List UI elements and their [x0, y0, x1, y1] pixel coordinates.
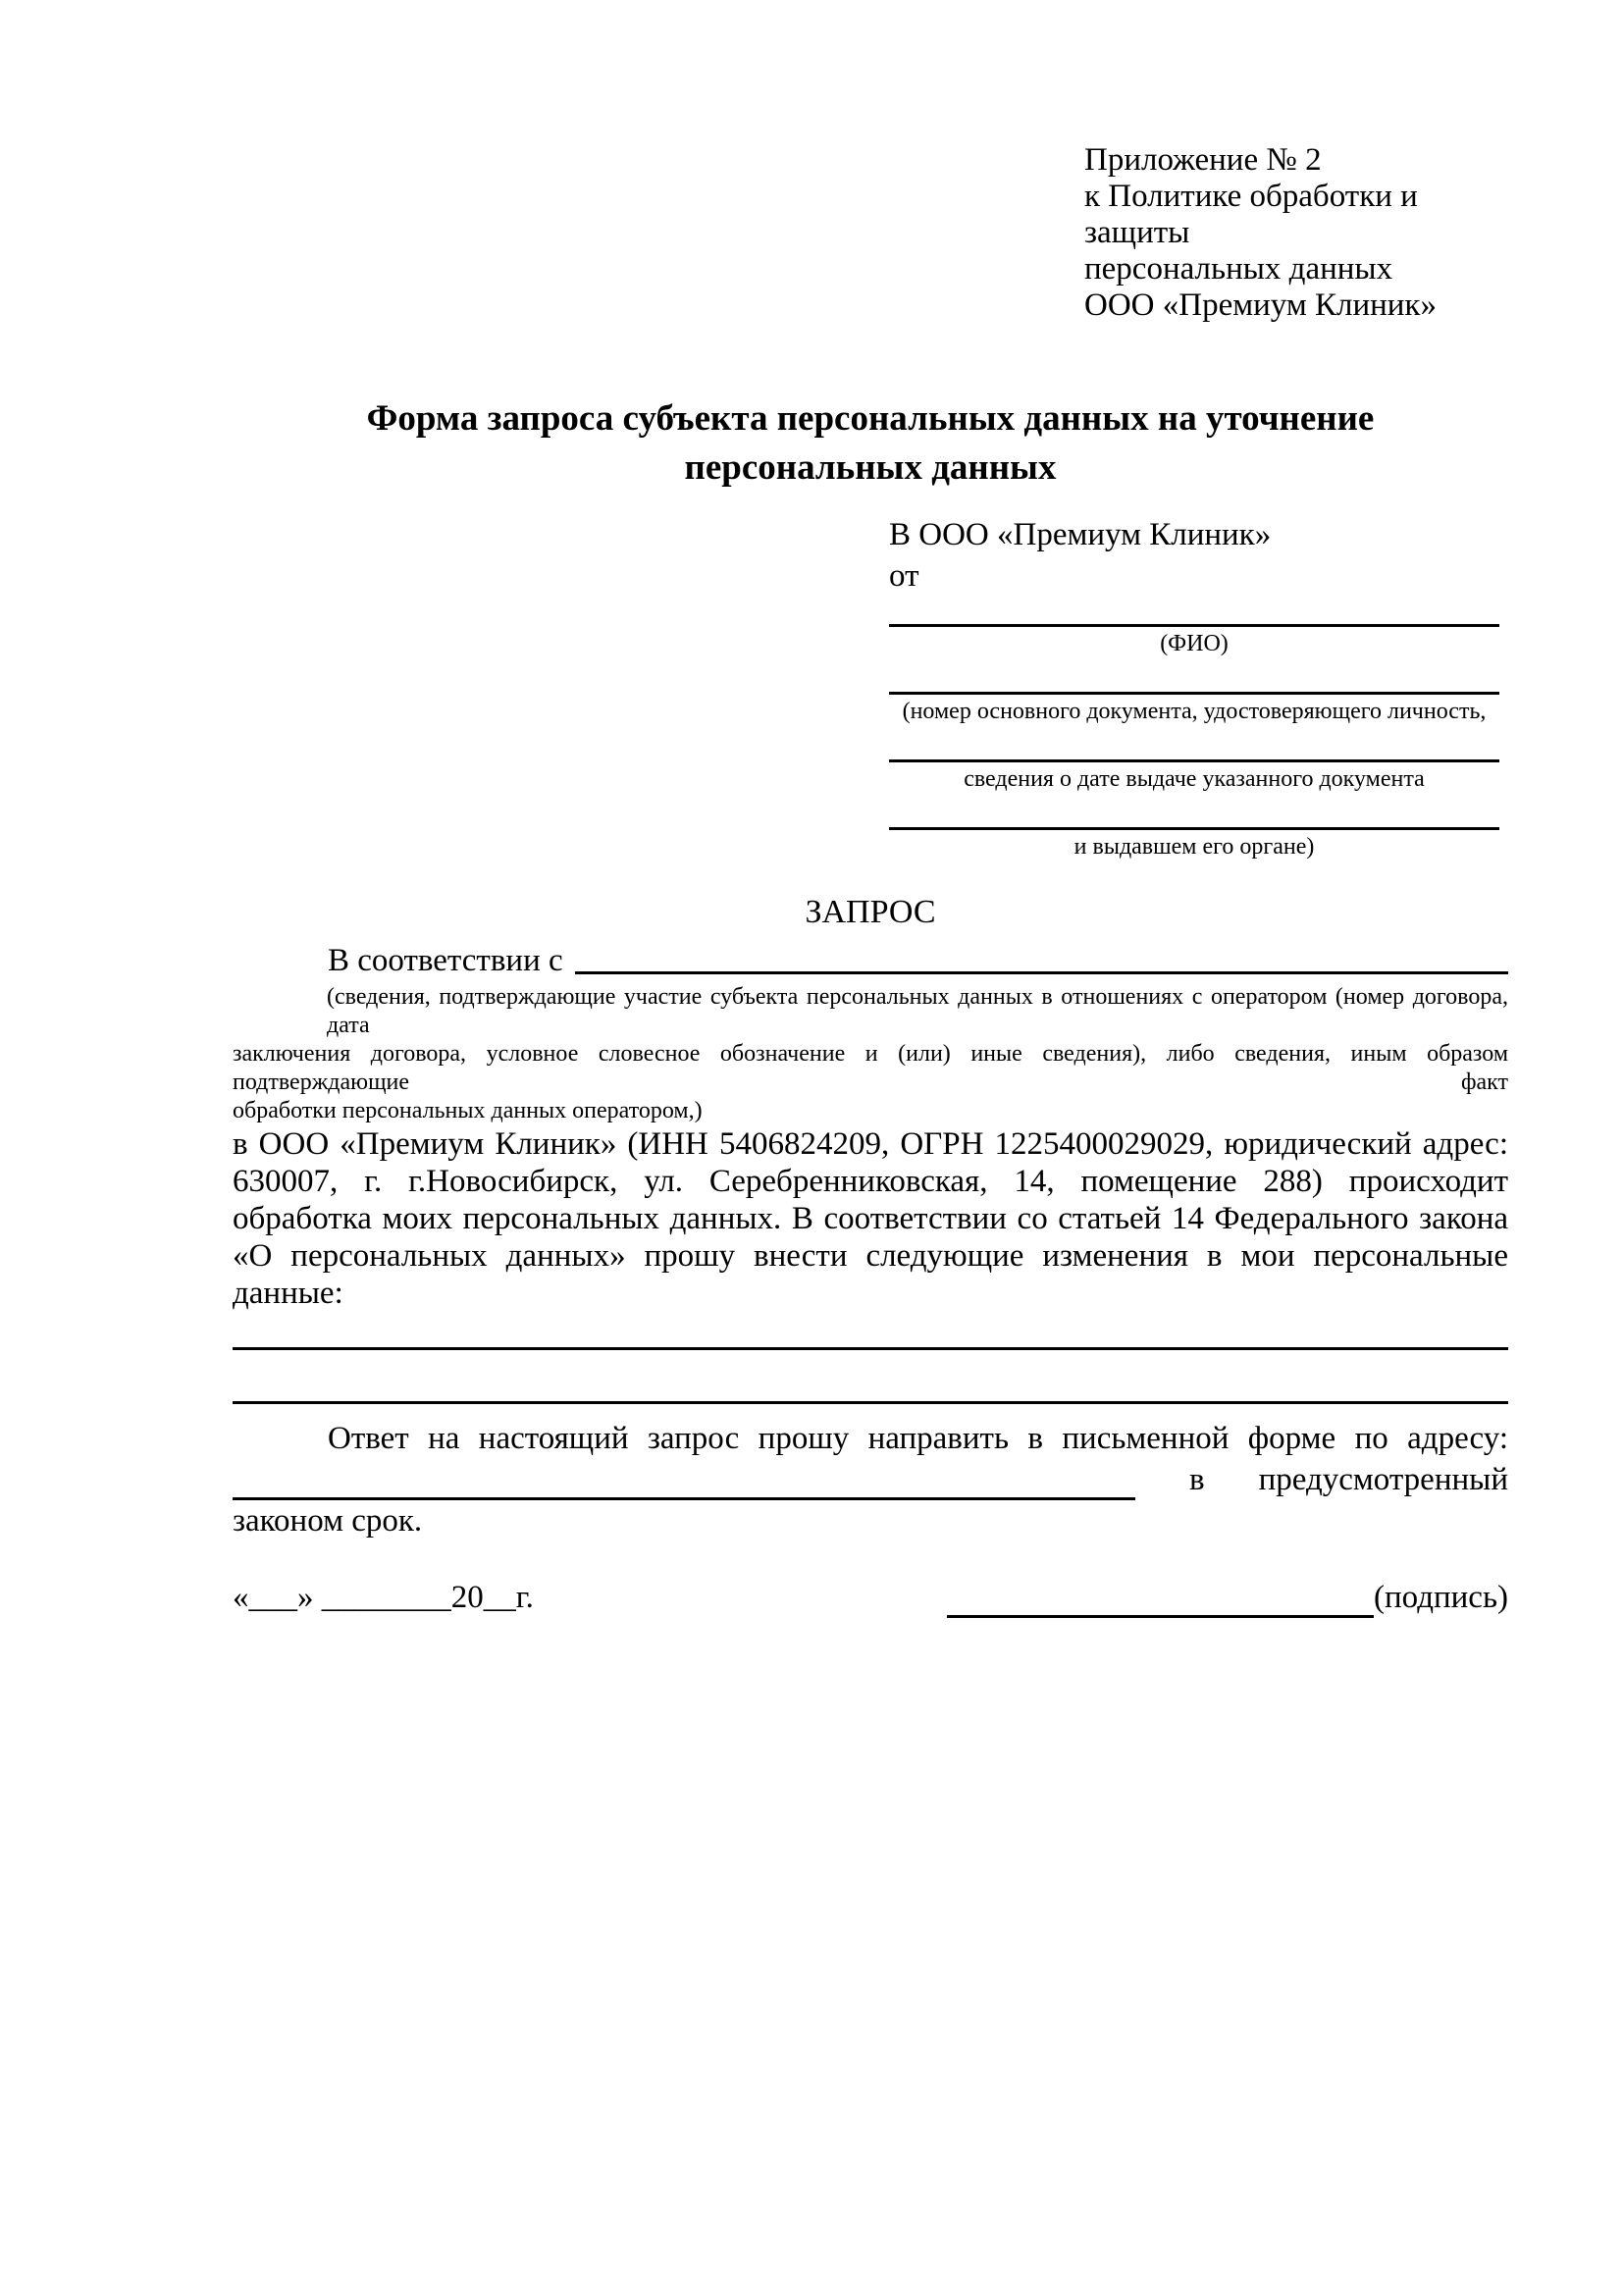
body-line: обработка моих персональных данных. В соответствии со статьей 14 Федерального закона: [233, 1201, 1508, 1236]
reply-word: в: [1189, 1462, 1205, 1497]
intro-lead-text: В соответствии с: [328, 943, 563, 978]
signature-caption: (подпись): [1374, 1580, 1508, 1615]
annex-line: к Политике обработки и защиты: [1084, 179, 1418, 250]
signature-area: [947, 1577, 1508, 1618]
addressee-from-label: от: [889, 558, 919, 594]
intro-blank-line: [575, 940, 1508, 974]
issue-date-field: [889, 759, 1499, 794]
document-number-caption: (номер основного документа, удостоверяющего личность,: [902, 699, 1487, 724]
annex-line: ООО «Премиум Клиник»: [1084, 287, 1437, 323]
body-line: в ООО «Премиум Клиник» (ИНН 5406824209, ОГРН 1225400029029, юридический адрес:: [233, 1126, 1508, 1162]
signature-blank-line: [947, 1585, 1374, 1618]
body-line: «О персональных данных» прошу внести следующие изменения в мои персональные: [233, 1238, 1508, 1274]
note-line: заключения договора, условное словесное обозначение и (или) иные сведения), либо сведения, иным образом подтверждающие факт: [233, 1041, 1508, 1095]
reply-clause-end: законом срок.: [233, 1503, 423, 1539]
issuing-authority-caption: и выдавшем его органе): [1073, 834, 1315, 860]
date-signature-row: [233, 1577, 1508, 1618]
addressee-to: В ООО «Премиум Клиник»: [889, 517, 1272, 552]
request-heading: ЗАПРОС: [805, 894, 936, 930]
body-paragraph: [233, 1125, 1508, 1312]
annex-header: [1084, 142, 1516, 324]
issue-date-caption: сведения о дате выдаче указанного документа: [964, 766, 1425, 792]
fine-print-note: [233, 983, 1508, 1125]
reply-word: предусмотренный: [1258, 1462, 1508, 1497]
body-line: 630007, г. г.Новосибирск, ул. Серебренниковская, 14, помещение 288) происходит: [233, 1164, 1508, 1199]
intro-row: [233, 940, 1508, 981]
body-line: данные:: [233, 1276, 343, 1311]
date-blank: «___» ________20__г.: [233, 1580, 534, 1615]
annex-line: персональных данных: [1084, 251, 1393, 287]
issuing-authority-field: [889, 827, 1499, 861]
note-line: (сведения, подтверждающие участие субъекта персональных данных в отношениях с оператором (номер договора, дата: [327, 984, 1508, 1038]
changes-blank-line: [233, 1401, 1508, 1404]
note-line: обработки персональных данных оператором,): [233, 1098, 703, 1123]
reply-clause-line: Ответ на настоящий запрос прошу направить в письменной форме по адресу:: [328, 1421, 1508, 1456]
reply-address-row: [233, 1459, 1508, 1500]
reply-address-blank-line: [233, 1465, 1135, 1500]
fio-caption: (ФИО): [1160, 631, 1229, 656]
addressee-block: [889, 514, 1499, 861]
annex-line: Приложение № 2: [1084, 142, 1322, 178]
page-title: Форма запроса субъекта персональных данных на уточнение персональных данных: [366, 398, 1375, 488]
changes-blank-line: [233, 1347, 1508, 1350]
document-number-field: [889, 692, 1499, 726]
